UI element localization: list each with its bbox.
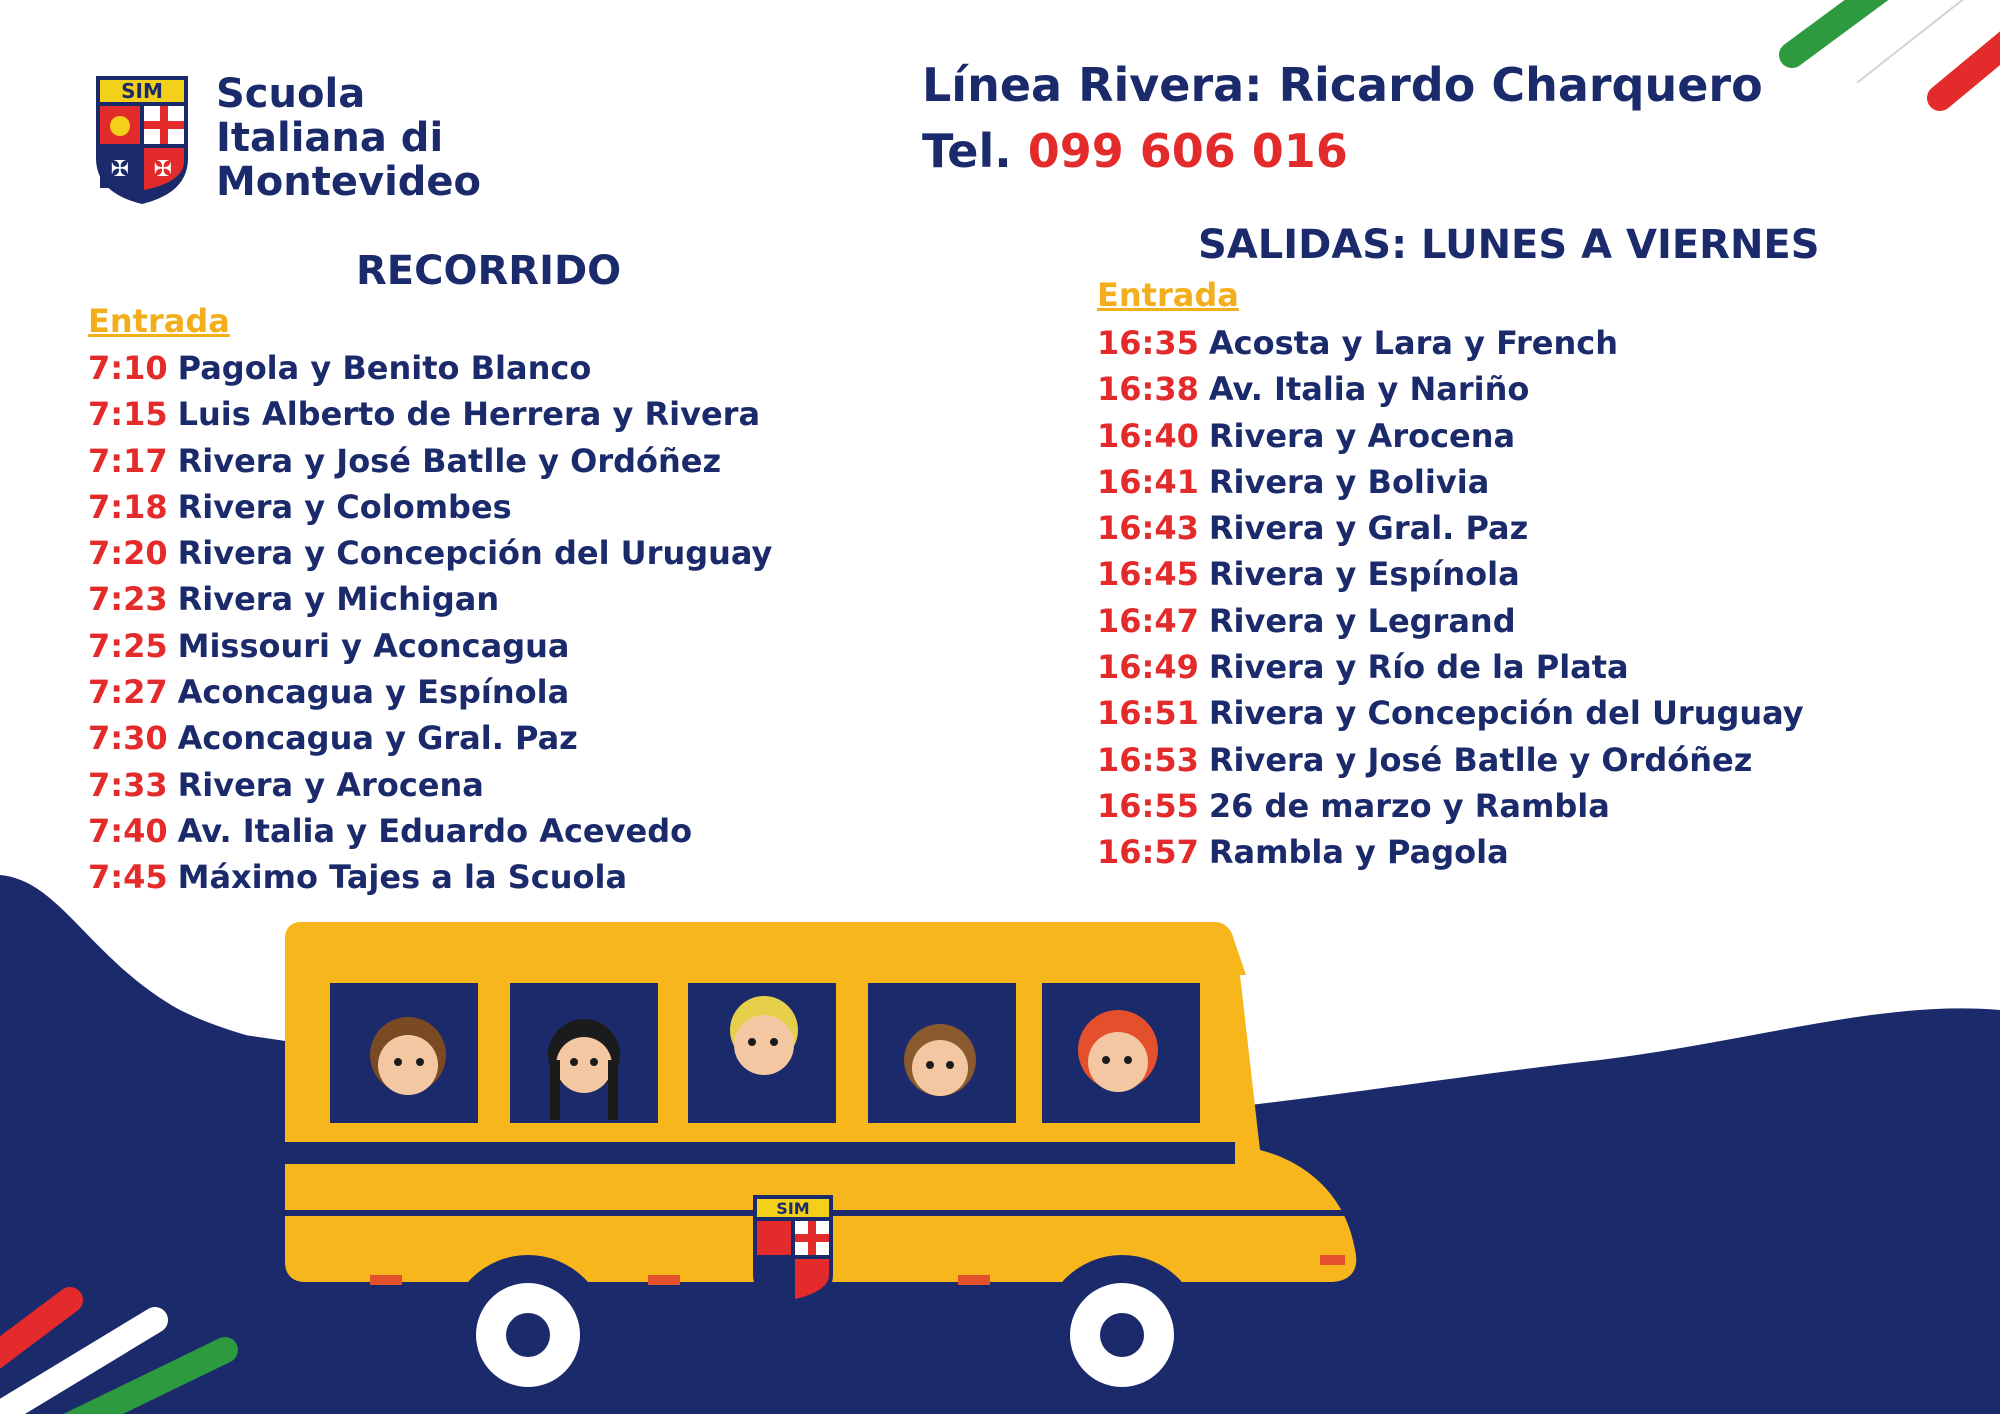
stop-time: 7:23	[88, 580, 168, 619]
stop-place: Rivera y Arocena	[1208, 416, 1516, 455]
stop-place: Aconcagua y Espínola	[177, 673, 570, 712]
stop-time: 7:45	[88, 858, 168, 897]
tel-number: 099 606 016	[1027, 124, 1348, 178]
stop-place: Rivera y Michigan	[177, 580, 500, 619]
stop-place: Máximo Tajes a la Scuola	[177, 858, 628, 897]
stop-time: 16:57	[1097, 833, 1199, 872]
recorrido-stop	[88, 438, 772, 484]
salidas-stop	[1097, 505, 1804, 551]
salidas-subtitle: Entrada	[1097, 276, 1239, 314]
recorrido-stop	[88, 715, 772, 761]
stop-place: 26 de marzo y Rambla	[1208, 786, 1610, 825]
flag-stripes-top-right	[1792, 0, 2000, 98]
stop-place: Rivera y Bolivia	[1208, 462, 1490, 501]
stop-place: Av. Italia y Eduardo Acevedo	[177, 811, 693, 850]
stop-time: 16:38	[1097, 370, 1199, 409]
stop-place: Aconcagua y Gral. Paz	[177, 719, 578, 758]
recorrido-subtitle: Entrada	[88, 302, 230, 340]
stop-time: 7:17	[88, 441, 168, 480]
stop-time: 7:18	[88, 487, 168, 526]
salidas-stop	[1097, 737, 1804, 783]
salidas-title: SALIDAS: LUNES A VIERNES	[1198, 222, 1820, 268]
svg-text:✠: ✠	[110, 157, 130, 182]
stop-place: Pagola y Benito Blanco	[177, 349, 592, 387]
stop-time: 16:43	[1097, 509, 1199, 548]
salidas-stop	[1097, 783, 1804, 829]
school-name-line-2: Italiana di	[216, 115, 444, 161]
stop-time: 7:40	[88, 811, 168, 850]
svg-text:SIM: SIM	[776, 1199, 810, 1218]
salidas-stop	[1097, 320, 1804, 366]
stop-time: 16:53	[1097, 740, 1199, 779]
stop-place: Rambla y Pagola	[1208, 833, 1509, 872]
stop-place: Av. Italia y Nariño	[1208, 370, 1530, 409]
salidas-stop	[1097, 459, 1804, 505]
stop-time: 7:33	[88, 765, 168, 804]
stop-time: 7:25	[88, 626, 168, 665]
recorrido-title: RECORRIDO	[356, 248, 622, 294]
stop-place: Luis Alberto de Herrera y Rivera	[177, 395, 761, 434]
stop-place: Rivera y Gral. Paz	[1208, 509, 1529, 548]
recorrido-stop	[88, 762, 772, 808]
recorrido-stop	[88, 669, 772, 715]
stop-place: Rivera y José Batlle y Ordóñez	[177, 441, 722, 480]
stop-time: 16:55	[1097, 786, 1199, 825]
svg-text:SIM: SIM	[121, 79, 163, 103]
stop-place: Rivera y Espínola	[1208, 555, 1520, 594]
salidas-stop	[1097, 644, 1804, 690]
stop-place: Rivera y Colombes	[177, 487, 512, 526]
stop-time: 16:35	[1097, 324, 1199, 362]
stop-time: 16:49	[1097, 648, 1199, 687]
recorrido-stop	[88, 808, 772, 854]
stop-time: 7:10	[88, 349, 168, 387]
recorrido-stop	[88, 391, 772, 437]
stop-place: Rivera y Concepción del Uruguay	[177, 534, 773, 573]
salidas-stop	[1097, 829, 1804, 875]
school-logo	[96, 76, 188, 204]
telephone	[922, 124, 1348, 178]
stop-time: 7:20	[88, 534, 168, 573]
svg-text:✠: ✠	[153, 157, 173, 182]
salidas-stop	[1097, 413, 1804, 459]
stop-time: 16:47	[1097, 601, 1199, 640]
stop-place: Missouri y Aconcagua	[177, 626, 570, 665]
recorrido-stop	[88, 345, 772, 391]
salidas-stop	[1097, 598, 1804, 644]
salidas-stop-list	[1097, 320, 1804, 876]
stop-time: 7:27	[88, 673, 168, 712]
recorrido-stop	[88, 530, 772, 576]
stop-time: 16:41	[1097, 462, 1199, 501]
school-name	[216, 72, 481, 204]
school-name-line-1: Scuola	[216, 71, 366, 117]
recorrido-stop	[88, 484, 772, 530]
stop-time: 16:51	[1097, 694, 1199, 733]
recorrido-stop	[88, 576, 772, 622]
stop-place: Rivera y Concepción del Uruguay	[1208, 694, 1804, 733]
stop-time: 16:40	[1097, 416, 1199, 455]
tel-label: Tel.	[922, 124, 1012, 178]
stop-place: Rivera y Legrand	[1208, 601, 1516, 640]
stop-time: 7:30	[88, 719, 168, 758]
salidas-stop	[1097, 690, 1804, 736]
line-title: Línea Rivera: Ricardo Charquero	[922, 58, 1763, 112]
stop-place: Rivera y Arocena	[177, 765, 484, 804]
stop-place: Acosta y Lara y French	[1208, 324, 1618, 362]
recorrido-stop	[88, 623, 772, 669]
stop-time: 16:45	[1097, 555, 1199, 594]
recorrido-stop-list	[88, 345, 772, 901]
salidas-stop	[1097, 366, 1804, 412]
salidas-stop	[1097, 551, 1804, 597]
stop-time: 7:15	[88, 395, 168, 434]
stop-place: Rivera y José Batlle y Ordóñez	[1208, 740, 1753, 779]
recorrido-stop	[88, 854, 772, 900]
school-name-line-3: Montevideo	[216, 159, 482, 205]
stop-place: Rivera y Río de la Plata	[1208, 648, 1629, 687]
